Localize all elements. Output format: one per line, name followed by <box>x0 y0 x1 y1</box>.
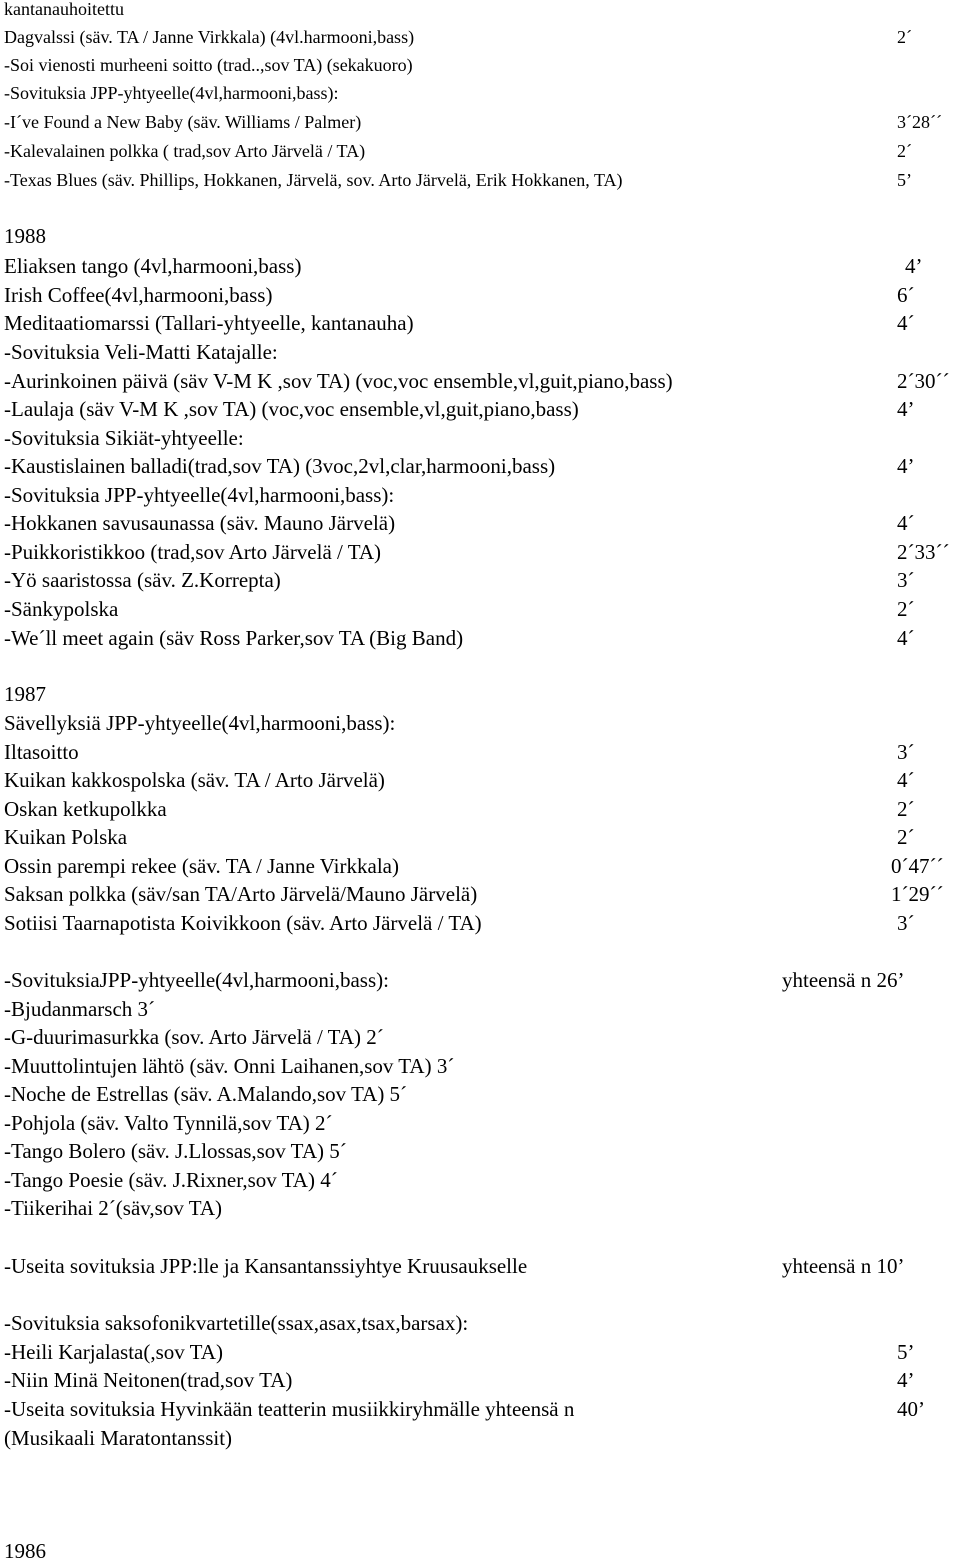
line-text: Meditaatiomarssi (Tallari-yhtyeelle, kantanauha) <box>4 311 414 335</box>
line-duration: 3´ <box>897 911 915 935</box>
line-duration: 5’ <box>897 1340 915 1364</box>
line-text: Iltasoitto <box>4 740 79 764</box>
line-text: -G-duurimasurkka (sov. Arto Järvelä / TA) 2´ <box>4 1025 384 1049</box>
line-duration: 2´ <box>897 825 915 849</box>
year-heading: 1988 <box>4 224 46 248</box>
line-text: -Bjudanmarsch 3´ <box>4 997 156 1021</box>
line-duration: 40’ <box>897 1397 925 1421</box>
line-text: Oskan ketkupolkka <box>4 797 167 821</box>
line-text: -Tango Bolero (säv. J.Llossas,sov TA) 5´ <box>4 1139 347 1163</box>
line-text: -Useita sovituksia Hyvinkään teatterin musiikkiryhmälle yhteensä n <box>4 1397 575 1421</box>
line-duration: 2´ <box>897 141 912 161</box>
line-text: -Puikkoristikkoo (trad,sov Arto Järvelä / TA) <box>4 540 382 564</box>
line-duration: 2´30´´ <box>897 369 950 393</box>
line-duration: 2´ <box>897 797 915 821</box>
line-text: -Sovituksia Sikiät-yhtyeelle: <box>4 426 244 450</box>
line-text: Sotiisi Taarnapotista Koivikkoon (säv. Arto Järvelä / TA) <box>4 911 482 935</box>
line-text: -Sänkypolska <box>4 597 119 621</box>
line-text: Saksan polkka (säv/san TA/Arto Järvelä/Mauno Järvelä) <box>4 882 478 906</box>
line-text: Kuikan kakkospolska (säv. TA / Arto Järvelä) <box>4 768 385 792</box>
line-text: -Niin Minä Neitonen(trad,sov TA) <box>4 1368 293 1392</box>
line-duration: 4’ <box>897 397 915 421</box>
line-text: Sävellyksiä JPP-yhtyeelle(4vl,harmooni,bass): <box>4 711 396 735</box>
line-duration: 4´ <box>897 511 915 535</box>
line-duration: 1´29´´ <box>891 882 944 906</box>
line-duration: 6´ <box>897 283 915 307</box>
line-text: -Kaustislainen balladi(trad,sov TA) (3voc,2vl,clar,harmooni,bass) <box>4 454 556 478</box>
line-duration: 3´28´´ <box>897 112 942 132</box>
line-total: yhteensä n 26’ <box>782 968 905 992</box>
line-text: -Hokkanen savusaunassa (säv. Mauno Järvelä) <box>4 511 396 535</box>
line-text: -Yö saaristossa (säv. Z.Korrepta) <box>4 568 281 592</box>
line-text: kantanauhoitettu <box>4 0 124 19</box>
year-heading: 1986 <box>4 1539 46 1563</box>
line-text: -Heili Karjalasta(,sov TA) <box>4 1340 223 1364</box>
line-text: -Tiikerihai 2´(säv,sov TA) <box>4 1196 223 1220</box>
line-duration: 4’ <box>905 254 923 278</box>
line-duration: 4´ <box>897 626 915 650</box>
line-text: Dagvalssi (säv. TA / Janne Virkkala) (4vl.harmooni,bass) <box>4 27 415 47</box>
line-text: -Tango Poesie (säv. J.Rixner,sov TA) 4´ <box>4 1168 338 1192</box>
line-text: -Soi vienosti murheeni soitto (trad..,sov TA) (sekakuoro) <box>4 55 413 75</box>
line-text: -Laulaja (säv V-M K ,sov TA) (voc,voc ensemble,vl,guit,piano,bass) <box>4 397 579 421</box>
line-text: -Pohjola (säv. Valto Tynnilä,sov TA) 2´ <box>4 1111 333 1135</box>
line-text: -Sovituksia saksofonikvartetille(ssax,asax,tsax,barsax): <box>4 1311 469 1335</box>
line-text: -Sovituksia JPP-yhtyeelle(4vl,harmooni,bass): <box>4 483 395 507</box>
line-duration: 2´33´´ <box>897 540 950 564</box>
line-total: yhteensä n 10’ <box>782 1254 905 1278</box>
line-text: -Muuttolintujen lähtö (säv. Onni Laihanen,sov TA) 3´ <box>4 1054 455 1078</box>
line-text: -Useita sovituksia JPP:lle ja Kansantanssiyhtye Kruusaukselle <box>4 1254 528 1278</box>
line-text: Ossin parempi rekee (säv. TA / Janne Virkkala) <box>4 854 399 878</box>
line-text: -Texas Blues (säv. Phillips, Hokkanen, Järvelä, sov. Arto Järvelä, Erik Hokkanen, TA) <box>4 170 623 190</box>
line-text: -Aurinkoinen päivä (säv V-M K ,sov TA) (voc,voc ensemble,vl,guit,piano,bass) <box>4 369 673 393</box>
line-text: -Kalevalainen polkka ( trad,sov Arto Järvelä / TA) <box>4 141 366 161</box>
line-duration: 2´ <box>897 27 912 47</box>
line-text: -Sovituksia Veli-Matti Katajalle: <box>4 340 278 364</box>
line-text: (Musikaali Maratontanssit) <box>4 1426 233 1450</box>
line-duration: 4’ <box>897 454 915 478</box>
line-duration: 4´ <box>897 768 915 792</box>
line-duration: 2´ <box>897 597 915 621</box>
line-duration: 0´47´´ <box>891 854 944 878</box>
line-text: -SovituksiaJPP-yhtyeelle(4vl,harmooni,bass): <box>4 968 389 992</box>
line-text: Kuikan Polska <box>4 825 128 849</box>
year-heading: 1987 <box>4 682 46 706</box>
line-text: -We´ll meet again (säv Ross Parker,sov TA (Big Band) <box>4 626 464 650</box>
line-duration: 4´ <box>897 311 915 335</box>
line-duration: 4’ <box>897 1368 915 1392</box>
line-text: -I´ve Found a New Baby (säv. Williams / Palmer) <box>4 112 362 132</box>
line-duration: 3´ <box>897 568 915 592</box>
line-text: -Noche de Estrellas (säv. A.Malando,sov TA) 5´ <box>4 1082 408 1106</box>
line-text: Eliaksen tango (4vl,harmooni,bass) <box>4 254 302 278</box>
line-duration: 5’ <box>897 170 912 190</box>
line-duration: 3´ <box>897 740 915 764</box>
line-text: Irish Coffee(4vl,harmooni,bass) <box>4 283 273 307</box>
line-text: -Sovituksia JPP-yhtyeelle(4vl,harmooni,bass): <box>4 83 339 103</box>
